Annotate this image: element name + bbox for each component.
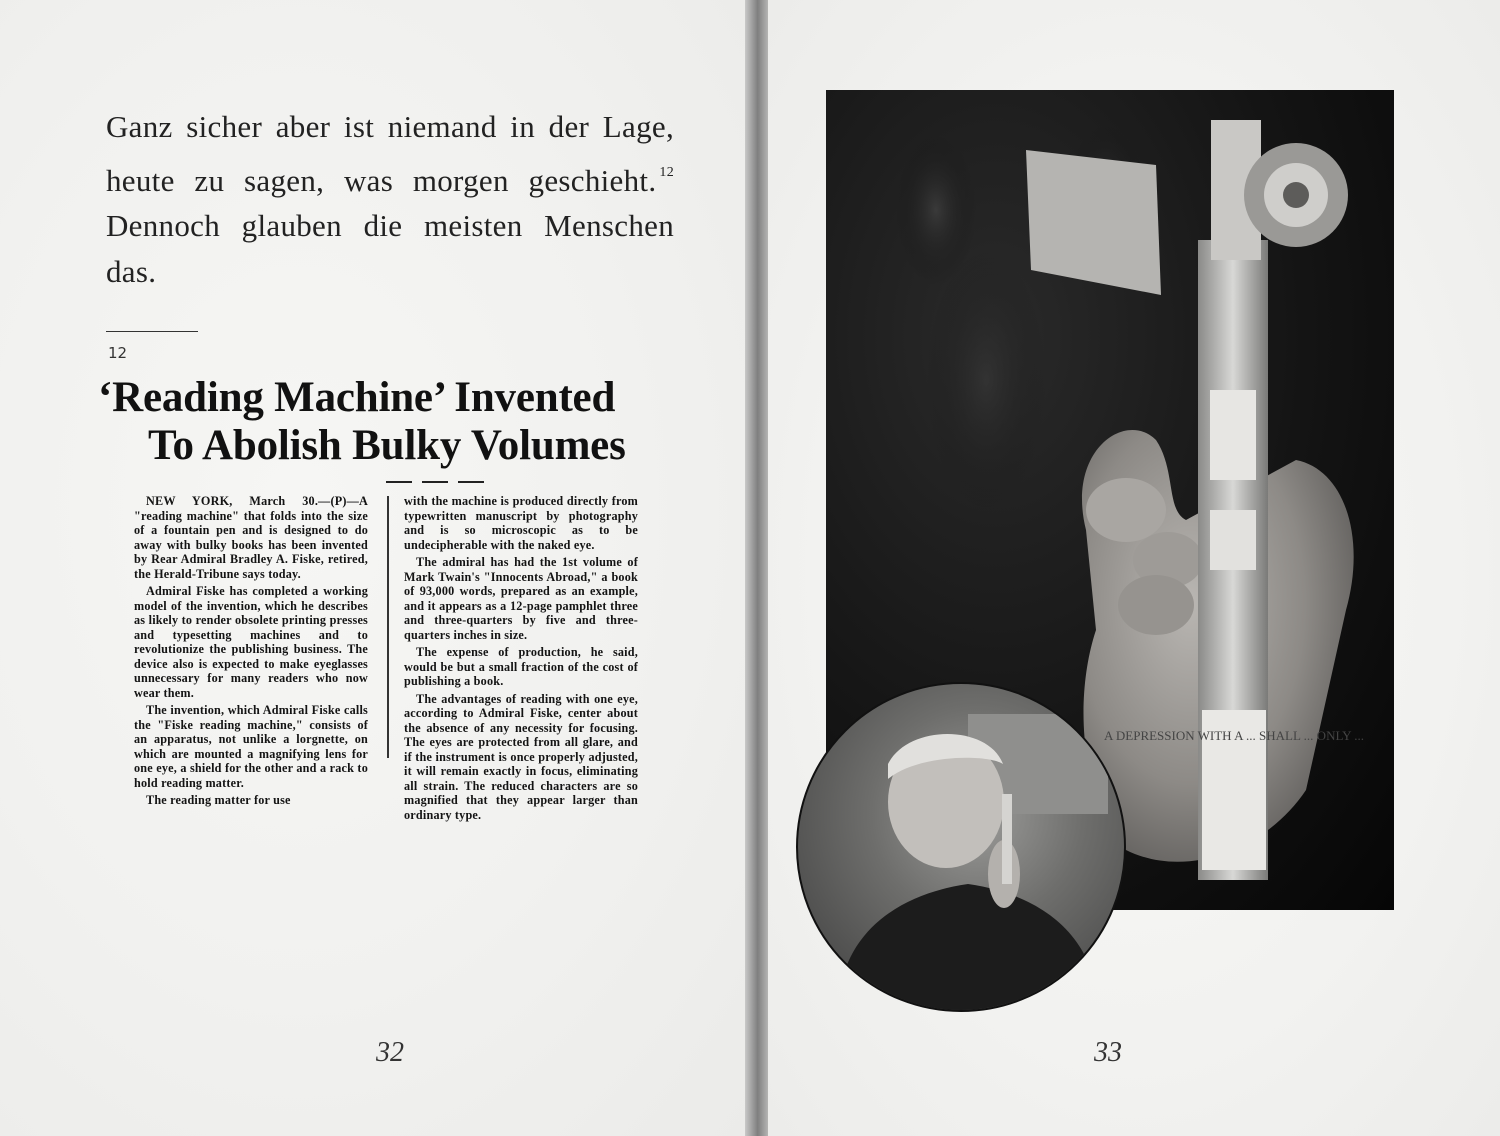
page-number-left: 32 <box>376 1037 404 1068</box>
clipping-paragraph: The reading matter for use <box>146 793 291 807</box>
page-number-right: 33 <box>1094 1037 1122 1068</box>
deck-rule <box>422 481 448 483</box>
clipping-column-2 <box>404 494 638 825</box>
newspaper-clipping <box>98 374 688 974</box>
headline-line-2: To Abolish Bulky Volumes <box>148 422 626 469</box>
left-page <box>0 0 745 1136</box>
device-in-hand <box>1002 794 1012 884</box>
card-text: A DEPRESSION WITH A ... SHALL ... ONLY ... <box>1103 728 1365 743</box>
footnote-number: 12 <box>108 344 128 362</box>
footnote-reference: 12 <box>659 164 674 180</box>
footnote-rule <box>106 331 198 332</box>
lens-center <box>1283 182 1309 208</box>
body-paragraph <box>106 104 674 294</box>
eye-shield <box>1026 150 1161 295</box>
clipping-paragraph: with the machine is produced directly from typewritten manuscript by photography and is so microscopic as to be undecipherable with the naked eye. <box>404 494 638 552</box>
deck-rule <box>458 481 484 483</box>
body-text-line: Ganz sicher aber ist niemand in der Lage, heute zu sagen, was morgen geschieht. <box>106 109 674 198</box>
headline-line-1: ‘Reading Machine’ Invented <box>98 374 616 421</box>
clipping-column-1 <box>134 494 368 811</box>
clipping-headline <box>98 374 688 470</box>
clipping-paragraph: Admiral Fiske has completed a working model of the invention, which he describes as likely to render obsolete printing presses and typesetting machines and to revolutionize the publishing business. The device also is expected to make eyeglasses unnecessary for many readers who now wear them. <box>134 584 368 700</box>
deck-rule <box>386 481 412 483</box>
clipping-paragraph: The admiral has had the 1st volume of Mark Twain's "Innocents Abroad," a book of 93,000 words, prepared as an example, and it appears as a 12-page pamphlet three and three-quarters by five and three-quarters inches in size. <box>404 555 638 642</box>
clipping-paragraph: The expense of production, he said, would be but a small fraction of the cost of publishing a book. <box>404 645 638 688</box>
clipping-paragraph: The invention, which Admiral Fiske calls the "Fiske reading machine," consists of an apparatus, not unlike a lorgnette, on which are mounted a magnifying lens for one eye, a shield for the other and a rack to hold reading matter. <box>134 703 368 790</box>
knuckle <box>1118 575 1194 635</box>
rack-slide <box>1210 510 1256 570</box>
book-gutter <box>745 0 768 1136</box>
photo-inset-portrait <box>796 682 1126 1012</box>
body-text-continuation: Dennoch glauben die meisten Menschen das. <box>106 208 674 289</box>
background-blur <box>926 250 1046 510</box>
clipping-paragraph: NEW YORK, March 30.—(P)—A "reading machine" that folds into the size of a fountain pen and is designed to do away with bulky books has been invented by Rear Admiral Bradley A. Fiske, retired, the Herald-Tribune says today. <box>134 494 368 581</box>
knuckle <box>1086 478 1166 542</box>
clipping-paragraph: The advantages of reading with one eye, according to Admiral Fiske, center about the absence of any necessity for focusing. The eyes are protected from all glare, and if the instrument is once properly adjusted, it will remain exactly in focus, eliminating all strain. The reduced characters are so magnified that they appear larger than ordinary type. <box>404 691 638 822</box>
column-rule <box>387 496 389 758</box>
portrait-illustration <box>798 684 1124 1010</box>
rack-slide <box>1210 390 1256 480</box>
